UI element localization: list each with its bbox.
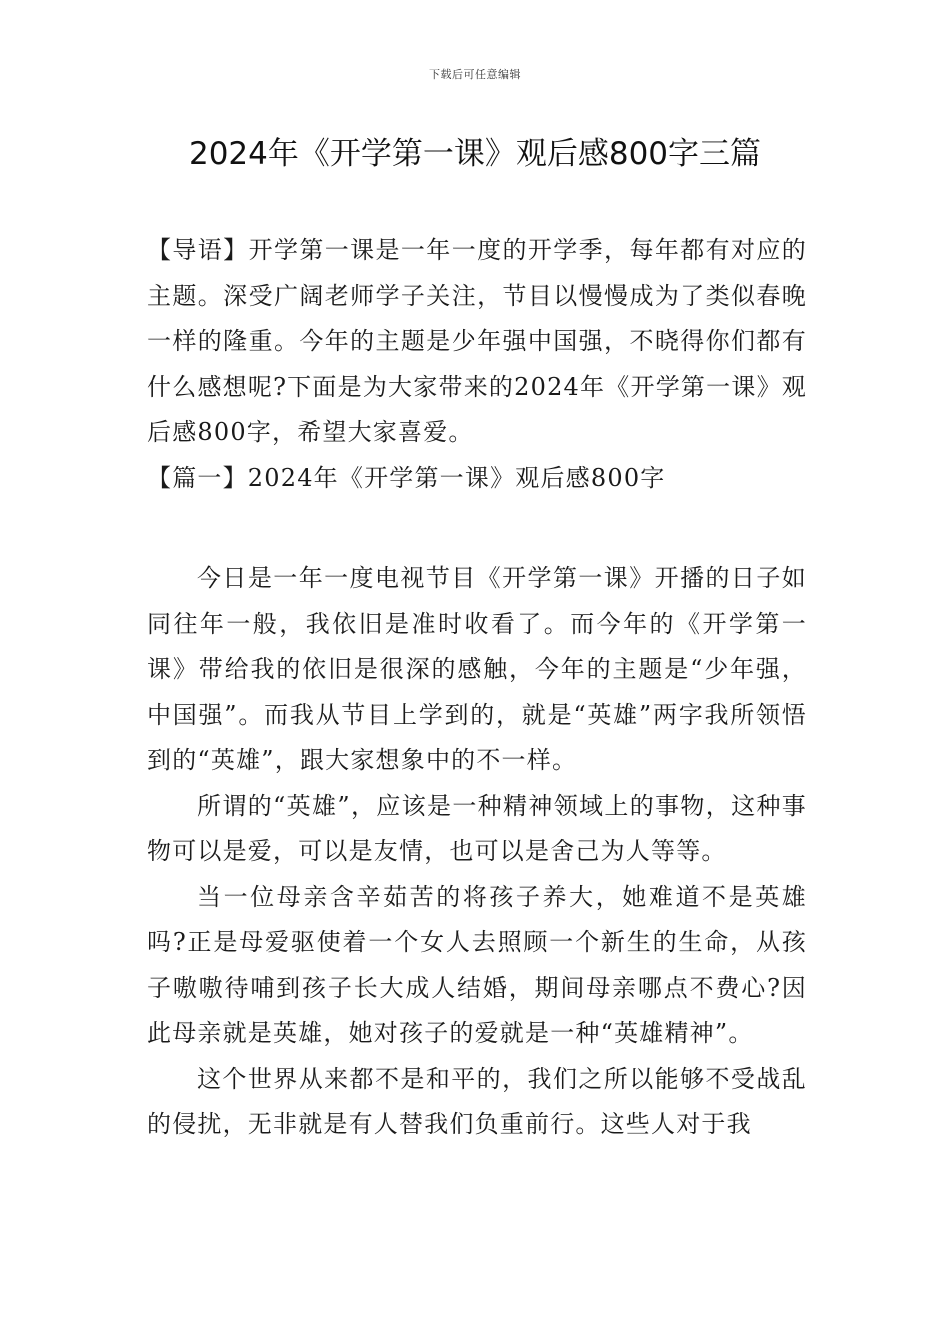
header-note: 下载后可任意编辑 — [429, 68, 521, 81]
body-paragraph: 这个世界从来都不是和平的，我们之所以能够不受战乱的侵扰，无非就是有人替我们负重前行。这些人对于我 — [147, 1064, 807, 1138]
body-paragraph: 今日是一年一度电视节目《开学第一课》开播的日子如同往年一般，我依旧是准时收看了。而今年的《开学第一课》带给我的依旧是很深的感触，今年的主题是“少年强，中国强”。而我从节目上学到的，就是“英雄”两字我所领悟到的“英雄”，跟大家想象中的不一样。 — [147, 564, 807, 774]
section-spacer — [147, 501, 807, 556]
document-body — [147, 228, 807, 1148]
body-paragraph: 当一位母亲含辛茹苦的将孩子养大，她难道不是英雄吗?正是母爱驱使着一个女人去照顾一个新生的生命，从孩子嗷嗷待哺到孩子长大成人结婚，期间母亲哪点不费心?因此母亲就是英雄，她对孩子的爱就是一种“英雄精神”。 — [147, 882, 807, 1047]
intro-paragraph: 【导语】开学第一课是一年一度的开学季，每年都有对应的主题。深受广阔老师学子关注，节目以慢慢成为了类似春晚一样的隆重。今年的主题是少年强中国强，不晓得你们都有什么感想呢?下面是为大家带来的2024年《开学第一课》观后感800字，希望大家喜爱。 — [147, 236, 807, 446]
document-title: 2024年《开学第一课》观后感800字三篇 — [188, 136, 762, 172]
body-paragraph: 所谓的“英雄”，应该是一种精神领域上的事物，这种事物可以是爱，可以是友情，也可以是舍己为人等等。 — [147, 791, 807, 865]
section-heading: 【篇一】2024年《开学第一课》观后感800字 — [147, 463, 666, 492]
